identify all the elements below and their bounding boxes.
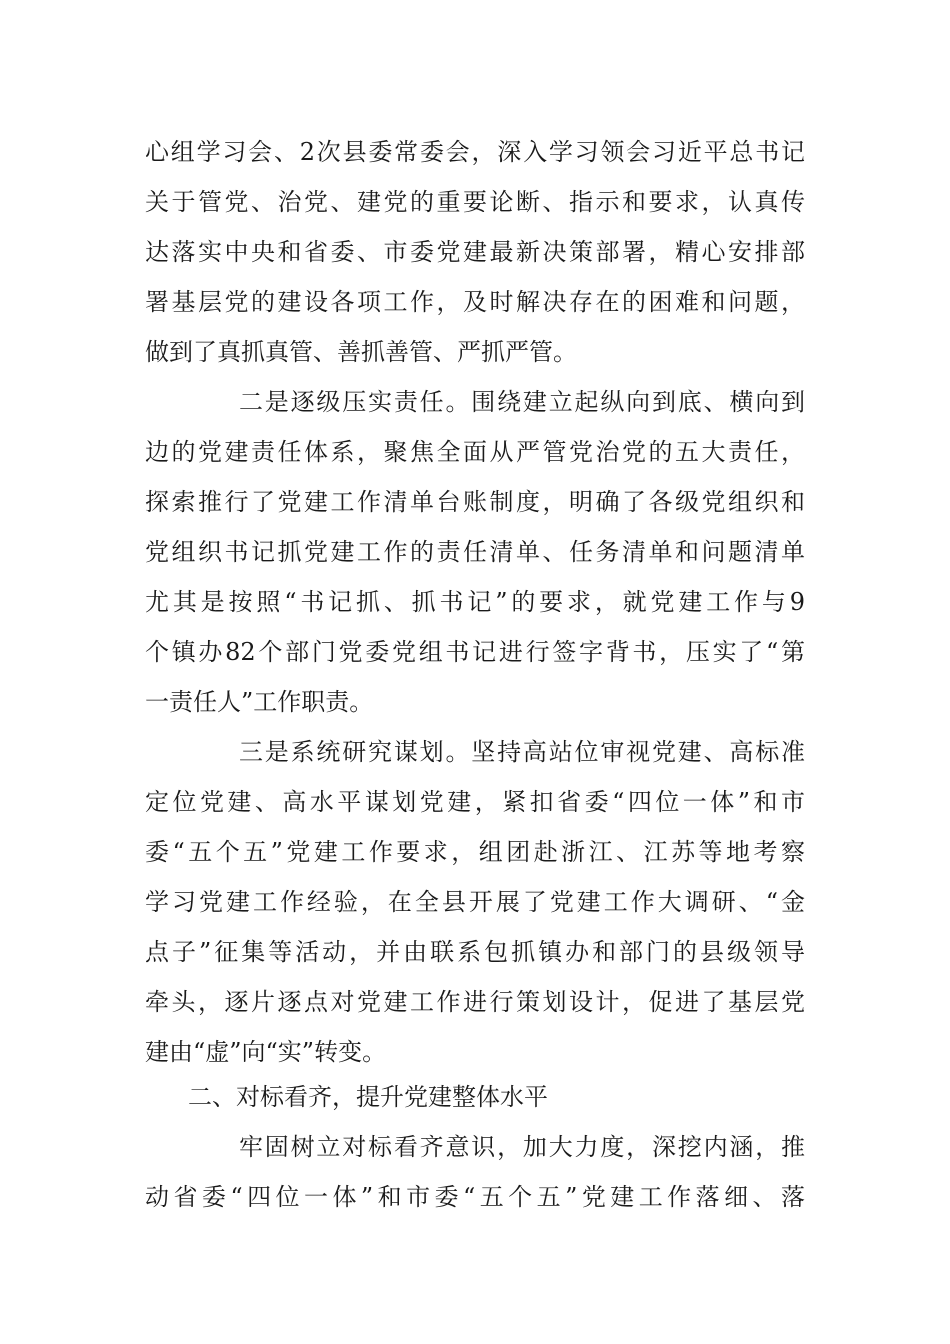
- body-text-line: 动省委“四位一体”和市委“五个五”党建工作落细、落: [145, 1183, 805, 1211]
- body-text-line: 牵头，逐片逐点对党建工作进行策划设计，促进了基层党: [145, 988, 805, 1016]
- body-text-line: 个镇办82个部门党委党组书记进行签字背书，压实了“第: [145, 638, 805, 666]
- section-heading: 二、对标看齐，提升党建整体水平: [188, 1083, 548, 1111]
- body-text-line: 委“五个五”党建工作要求，组团赴浙江、江苏等地考察: [145, 838, 805, 866]
- body-text-line: 署基层党的建设各项工作，及时解决存在的困难和问题，: [145, 288, 805, 316]
- body-text-line: 心组学习会、2次县委常委会，深入学习领会习近平总书记: [145, 138, 805, 166]
- body-text-line: 学习党建工作经验，在全县开展了党建工作大调研、“金: [145, 888, 805, 916]
- body-text-line: 探索推行了党建工作清单台账制度，明确了各级党组织和: [145, 488, 805, 516]
- paragraph-first-line: 二是逐级压实责任。围绕建立起纵向到底、横向到: [239, 388, 805, 416]
- body-text-line: 达落实中央和省委、市委党建最新决策部署，精心安排部: [145, 238, 805, 266]
- body-text-line: 党组织书记抓党建工作的责任清单、任务清单和问题清单: [145, 538, 805, 566]
- body-text-line: 做到了真抓真管、善抓善管、严抓严管。: [145, 338, 577, 366]
- paragraph-first-line: 牢固树立对标看齐意识，加大力度，深挖内涵，推: [239, 1133, 805, 1161]
- body-text-line: 边的党建责任体系，聚焦全面从严管党治党的五大责任，: [145, 438, 805, 466]
- body-text-line: 一责任人”工作职责。: [145, 688, 374, 716]
- body-text-line: 点子”征集等活动，并由联系包抓镇办和部门的县级领导: [145, 938, 805, 966]
- paragraph-first-line: 三是系统研究谋划。坚持高站位审视党建、高标准: [239, 738, 805, 766]
- body-text-line: 尤其是按照“书记抓、抓书记”的要求，就党建工作与9: [145, 588, 805, 616]
- body-text-line: 建由“虚”向“实”转变。: [145, 1038, 387, 1066]
- body-text-line: 定位党建、高水平谋划党建，紧扣省委“四位一体”和市: [145, 788, 805, 816]
- body-text-line: 关于管党、治党、建党的重要论断、指示和要求，认真传: [145, 188, 805, 216]
